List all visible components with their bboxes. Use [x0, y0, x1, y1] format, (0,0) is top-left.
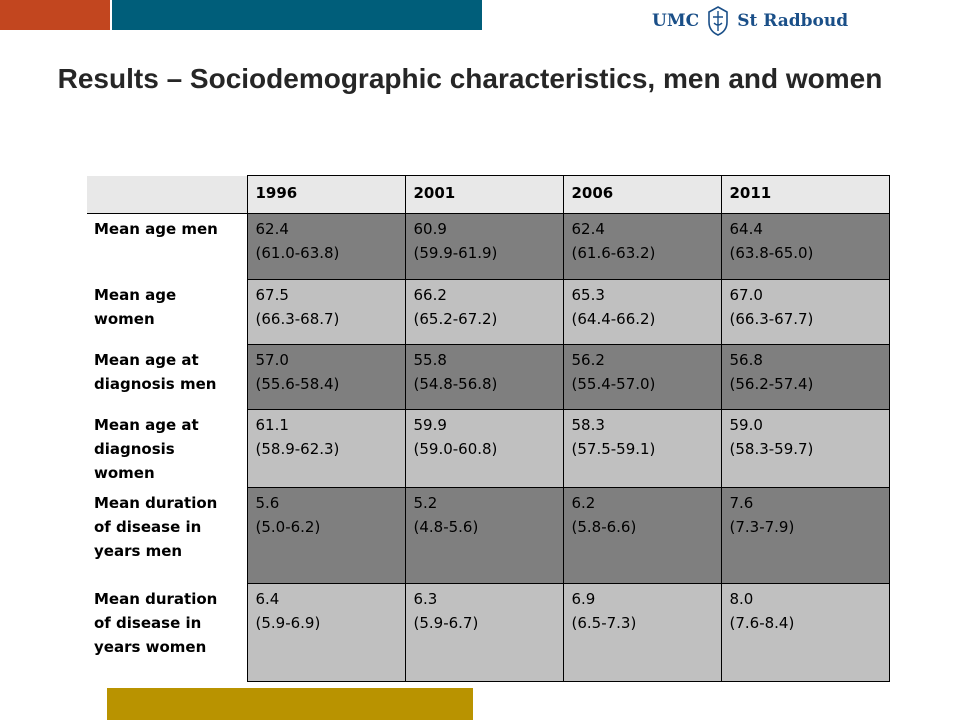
cell-ci: (5.0-6.2) — [255, 518, 321, 536]
row-label: Mean duration of disease in years men — [87, 488, 247, 584]
table-cell — [405, 488, 563, 584]
column-header-2011: 2011 — [721, 176, 889, 214]
cell-ci: (64.4-66.2) — [571, 310, 656, 328]
table-cell — [247, 410, 405, 488]
table-row — [87, 488, 889, 584]
table-cell — [405, 584, 563, 682]
cell-ci: (58.3-59.7) — [729, 440, 814, 458]
results-table — [87, 175, 890, 682]
table-cell — [247, 584, 405, 682]
table-cell — [563, 345, 721, 410]
cell-ci: (61.0-63.8) — [255, 244, 340, 262]
column-header-1996: 1996 — [247, 176, 405, 214]
cell-ci: (55.4-57.0) — [571, 375, 656, 393]
table-cell — [405, 280, 563, 345]
cell-value: 5.2 — [413, 494, 438, 512]
cell-ci: (59.9-61.9) — [413, 244, 498, 262]
cell-ci: (58.9-62.3) — [255, 440, 340, 458]
cell-ci: (66.3-68.7) — [255, 310, 340, 328]
cell-value: 62.4 — [571, 220, 605, 238]
cell-value: 61.1 — [255, 416, 289, 434]
logo-right-text: St Radboud — [737, 11, 849, 31]
cell-value: 55.8 — [413, 351, 447, 369]
cell-value: 6.4 — [255, 590, 280, 608]
cell-ci: (59.0-60.8) — [413, 440, 498, 458]
table-cell — [721, 214, 889, 280]
table-cell — [247, 488, 405, 584]
logo-left-text: UMC — [652, 11, 700, 31]
cell-value: 6.9 — [571, 590, 596, 608]
cell-ci: (5.8-6.6) — [571, 518, 637, 536]
cell-value: 62.4 — [255, 220, 289, 238]
table-row — [87, 214, 889, 280]
row-label: Mean age at diagnosis women — [87, 410, 247, 488]
cell-ci: (5.9-6.7) — [413, 614, 479, 632]
cell-ci: (54.8-56.8) — [413, 375, 498, 393]
table-cell — [721, 584, 889, 682]
table-cell — [721, 488, 889, 584]
table-row — [87, 345, 889, 410]
header-row — [87, 176, 889, 214]
radboud-seal-icon — [706, 6, 730, 36]
table-cell — [247, 280, 405, 345]
table-cell — [563, 584, 721, 682]
table-row — [87, 280, 889, 345]
table-cell — [563, 488, 721, 584]
cell-value: 59.0 — [729, 416, 763, 434]
cell-value: 56.2 — [571, 351, 605, 369]
table-row — [87, 584, 889, 682]
column-header-2006: 2006 — [563, 176, 721, 214]
accent-bar-teal — [112, 0, 482, 30]
cell-value: 67.0 — [729, 286, 763, 304]
table-cell — [405, 214, 563, 280]
slide-title: Results – Sociodemographic characteristics, men and women — [57, 63, 883, 94]
cell-ci: (5.9-6.9) — [255, 614, 321, 632]
table-cell — [721, 345, 889, 410]
cell-value: 58.3 — [571, 416, 605, 434]
cell-value: 8.0 — [729, 590, 754, 608]
cell-ci: (7.6-8.4) — [729, 614, 795, 632]
cell-value: 56.8 — [729, 351, 763, 369]
cell-value: 60.9 — [413, 220, 447, 238]
accent-bar-gold — [107, 688, 473, 720]
cell-ci: (57.5-59.1) — [571, 440, 656, 458]
cell-ci: (61.6-63.2) — [571, 244, 656, 262]
table-cell — [247, 214, 405, 280]
cell-value: 66.2 — [413, 286, 447, 304]
header-corner — [87, 176, 247, 214]
umc-logo — [652, 4, 848, 38]
accent-bar-red — [0, 0, 110, 30]
table-cell — [405, 345, 563, 410]
cell-value: 5.6 — [255, 494, 280, 512]
cell-ci: (7.3-7.9) — [729, 518, 795, 536]
cell-ci: (55.6-58.4) — [255, 375, 340, 393]
table-cell — [563, 410, 721, 488]
cell-value: 64.4 — [729, 220, 763, 238]
cell-ci: (65.2-67.2) — [413, 310, 498, 328]
table-cell — [721, 410, 889, 488]
cell-value: 59.9 — [413, 416, 447, 434]
row-label: Mean age men — [87, 214, 247, 280]
cell-value: 57.0 — [255, 351, 289, 369]
cell-ci: (6.5-7.3) — [571, 614, 637, 632]
column-header-2001: 2001 — [405, 176, 563, 214]
cell-value: 65.3 — [571, 286, 605, 304]
row-label: Mean duration of disease in years women — [87, 584, 247, 682]
table-row — [87, 410, 889, 488]
cell-ci: (63.8-65.0) — [729, 244, 814, 262]
table-cell — [563, 280, 721, 345]
table-cell — [247, 345, 405, 410]
cell-value: 67.5 — [255, 286, 289, 304]
cell-ci: (56.2-57.4) — [729, 375, 814, 393]
row-label: Mean age women — [87, 280, 247, 345]
row-label: Mean age at diagnosis men — [87, 345, 247, 410]
table-cell — [405, 410, 563, 488]
cell-value: 6.3 — [413, 590, 438, 608]
cell-value: 6.2 — [571, 494, 596, 512]
cell-value: 7.6 — [729, 494, 754, 512]
table-cell — [563, 214, 721, 280]
table-cell — [721, 280, 889, 345]
cell-ci: (66.3-67.7) — [729, 310, 814, 328]
cell-ci: (4.8-5.6) — [413, 518, 479, 536]
